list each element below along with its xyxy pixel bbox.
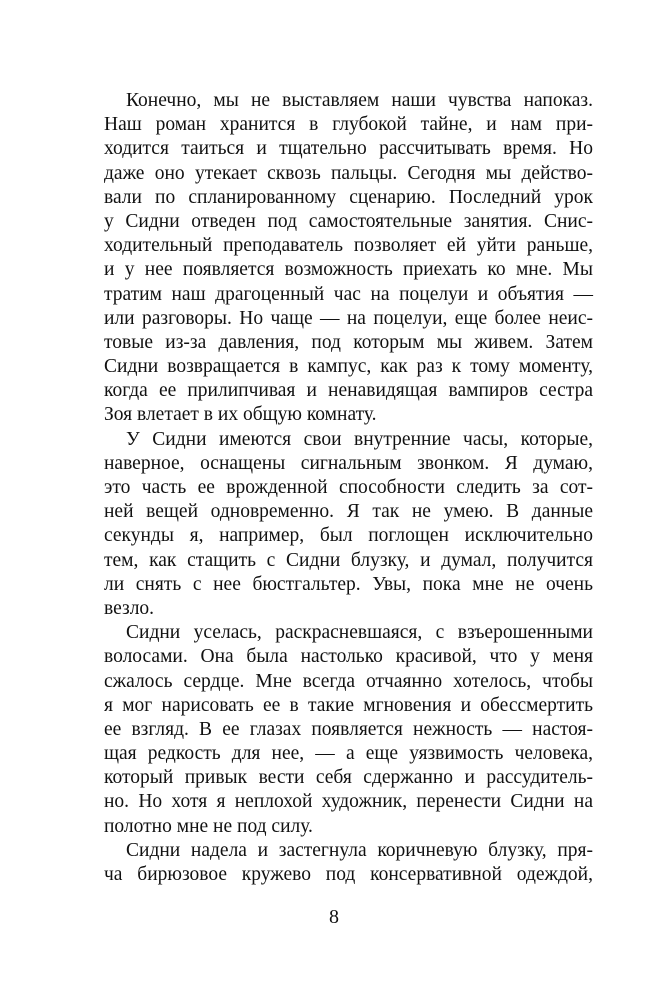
paragraph	[104, 621, 593, 839]
text-line: товые из-за давления, под которым мы живем. Затем	[104, 331, 593, 353]
text-line: У Сидни имеются свои внутренние часы, которые,	[126, 428, 593, 450]
text-line: и у нее появляется возможность приехать ко мне. Мы	[104, 259, 593, 281]
paragraph	[104, 839, 593, 887]
text-line: ней вещей одновременно. Я так не умею. В данные	[104, 501, 593, 523]
text-line: вали по спланированному сценарию. Последний урок	[104, 186, 593, 208]
paragraph	[104, 428, 593, 622]
text-line: Наш роман хранится в глубокой тайне, и нам при-	[104, 114, 593, 136]
text-line: секунды я, например, был поглощен исключительно	[104, 525, 593, 547]
text-line: Сидни возвращается в кампус, как раз к тому моменту,	[104, 356, 593, 378]
page-number: 8	[329, 906, 339, 928]
text-line: ча бирюзовое кружево под консервативной одеждой,	[104, 864, 593, 885]
text-line: везло.	[104, 597, 155, 619]
text-line: сжалось сердце. Мне всегда отчаянно хотелось, чтобы	[104, 670, 593, 692]
text-line: полотно мне не под силу.	[104, 815, 313, 837]
text-line: ходительный преподаватель позволяет ей уйти раньше,	[104, 235, 593, 257]
text-line: ее взгляд. В ее глазах появляется нежность — настоя-	[104, 718, 593, 740]
text-line: когда ее прилипчивая и ненавидящая вампиров сестра	[104, 380, 593, 402]
text-line: у Сидни отведен под самостоятельные занятия. Снис-	[104, 210, 593, 232]
text-line: даже оно утекает сквозь пальцы. Сегодня мы действо-	[104, 162, 593, 184]
text-line: Сидни уселась, раскрасневшаяся, с взъерошенными	[126, 622, 593, 644]
text-line: но. Но хотя я неплохой художник, перенести Сидни на	[104, 791, 593, 813]
paragraph	[104, 89, 593, 428]
text-line: или разговоры. Но чаще — на поцелуи, еще более неис-	[104, 307, 593, 329]
text-line: Конечно, мы не выставляем наши чувства напоказ.	[126, 90, 593, 111]
text-line: Зоя влетает в их общую комнату.	[104, 404, 377, 426]
text-line: тратим наш драгоценный час на поцелуи и объятия —	[104, 283, 593, 305]
body-text	[104, 89, 593, 887]
text-line: ли снять с нее бюстгальтер. Увы, пока мне не очень	[104, 573, 593, 595]
text-line: я мог нарисовать ее в такие мгновения и обессмертить	[104, 694, 593, 716]
text-line: волосами. Она была настолько красивой, что у меня	[104, 646, 593, 668]
text-line: Сидни надела и застегнула коричневую блузку, пря-	[126, 839, 593, 861]
text-line: это часть ее врожденной способности следить за сот-	[104, 477, 593, 498]
text-line: тем, как стащить с Сидни блузку, и думал, получится	[104, 549, 593, 571]
text-line: который привык вести себя сдержанно и рассудитель-	[104, 767, 593, 789]
text-line: наверное, оснащены сигнальным звонком. Я думаю,	[104, 452, 593, 474]
text-line: ходится таиться и тщательно рассчитывать время. Но	[104, 138, 593, 160]
text-line: щая редкость для нее, — а еще уязвимость человека,	[104, 743, 593, 765]
